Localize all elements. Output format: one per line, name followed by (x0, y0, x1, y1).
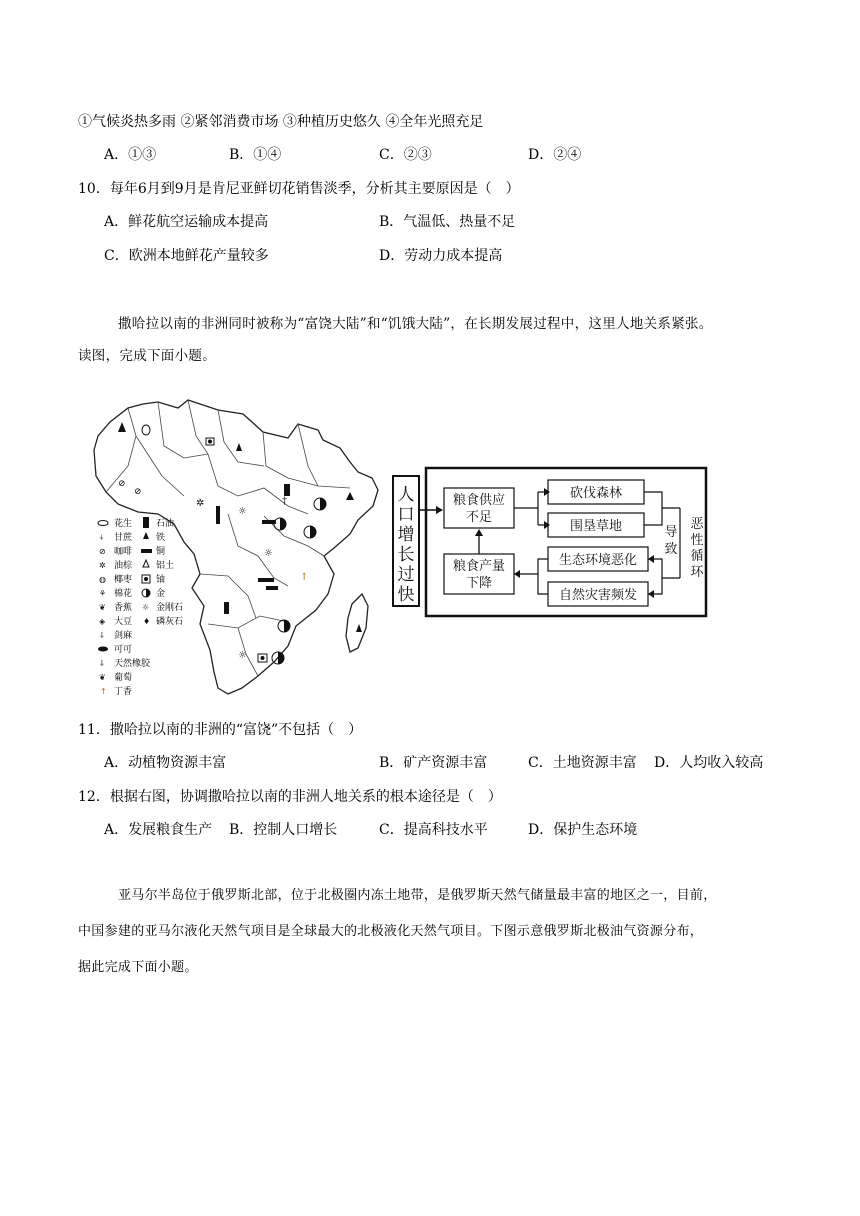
q9-statements: ①气候炎热多雨 ②紧邻消费市场 ③种植历史悠久 ④全年光照充足 (78, 114, 484, 130)
svg-text:⊘: ⊘ (99, 547, 106, 556)
svg-text:☼: ☼ (238, 506, 247, 517)
passage1-line2: 读图，完成下面小题。 (78, 348, 216, 364)
q11-option-c[interactable]: C．土地资源丰富 (528, 755, 637, 771)
q9-option-d[interactable]: D．②④ (528, 147, 582, 163)
svg-text:☼: ☼ (238, 650, 247, 661)
legend-item: 葡萄 (114, 673, 133, 683)
svg-text:⊘: ⊘ (134, 487, 142, 497)
q12-option-b[interactable]: B．控制人口增长 (229, 822, 338, 838)
lead-char: 导 (664, 525, 678, 540)
q10-option-a[interactable]: A．鲜花航空运输成本提高 (104, 214, 269, 230)
q11-option-d[interactable]: D．人均收入较高 (654, 755, 764, 771)
legend-item: 铁 (156, 533, 166, 543)
q12-option-c[interactable]: C．提高科技水平 (379, 822, 488, 838)
disaster-label: 自然灾害频发 (558, 588, 638, 603)
cut-forest-label: 砍伐森林 (569, 486, 623, 501)
legend-item: 丁香 (114, 687, 133, 697)
svg-text:⍭: ⍭ (99, 533, 104, 542)
q9-option-b[interactable]: B．①④ (229, 147, 282, 163)
eco-worse-label: 生态环境恶化 (558, 553, 638, 568)
legend-item: 大豆 (114, 617, 133, 627)
svg-text:†: † (282, 496, 287, 507)
q10-option-b[interactable]: B．气温低、热量不足 (379, 214, 516, 230)
legend-item: 椰枣 (114, 575, 133, 585)
legend-item: 香蕉 (114, 603, 133, 613)
legend-item: 铀 (156, 575, 166, 585)
food-supply-short-1: 粮食供应 (452, 493, 506, 508)
legend-item: 磷灰石 (156, 617, 184, 627)
svg-text:◍: ◍ (99, 575, 106, 584)
legend-item: 铝土 (156, 561, 175, 571)
q9-option-c[interactable]: C．②③ (379, 147, 432, 163)
legend-item: 咖啡 (114, 547, 133, 557)
q12-stem: 12．根据右图，协调撒哈拉以南的非洲人地关系的根本途径是（ ） (78, 789, 502, 805)
svg-text:◈: ◈ (99, 617, 106, 626)
svg-text:⸸: ⸸ (100, 659, 104, 668)
vicious-cycle-char: 恶 (690, 517, 704, 532)
q10-option-c[interactable]: C．欧洲本地鲜花产量较多 (104, 248, 269, 264)
legend-item: 甘蔗 (114, 533, 133, 543)
population-label-char: 快 (397, 585, 415, 605)
legend-item: 天然橡胶 (114, 659, 151, 669)
lead-char: 致 (664, 542, 678, 557)
africa-map (94, 400, 378, 694)
q11-stem: 11．撒哈拉以南的非洲的“富饶”不包括（ ） (78, 722, 363, 738)
vicious-cycle-char: 循 (690, 549, 704, 564)
svg-text:↑: ↑ (300, 572, 309, 583)
population-label-char: 人 (397, 485, 415, 505)
flow-diagram (393, 468, 706, 616)
map-legend (98, 517, 183, 697)
q10-option-d[interactable]: D．劳动力成本提高 (379, 248, 503, 264)
svg-text:❦: ❦ (99, 603, 106, 612)
q10-stem: 10．每年6月到9月是肯尼亚鲜切花销售淡季，分析其主要原因是（ ） (78, 181, 520, 197)
food-production-drop-1: 粮食产量 (452, 559, 506, 574)
passage1-line1: 撒哈拉以南的非洲同时被称为“富饶大陆”和“饥饿大陆”，在长期发展过程中，这里人地关系紧张。 (118, 316, 713, 332)
population-label-char: 口 (397, 505, 415, 525)
food-production-drop-2: 下降 (465, 576, 493, 591)
svg-text:↑: ↑ (100, 687, 107, 696)
svg-text:✲: ✲ (99, 561, 106, 570)
legend-item: 剑麻 (114, 631, 133, 641)
legend-item: 石油 (156, 519, 175, 529)
legend-item: 铜 (156, 547, 166, 557)
legend-item: 可可 (114, 645, 133, 655)
vicious-cycle-char: 环 (690, 565, 704, 580)
svg-text:♦: ♦ (143, 617, 151, 626)
legend-item: 花生 (114, 519, 133, 529)
q9-option-a[interactable]: A．①③ (104, 147, 157, 163)
africa-resources-figure (88, 396, 708, 698)
legend-item: 金 (156, 589, 166, 599)
svg-text:☼: ☼ (264, 548, 273, 559)
population-label-char: 过 (397, 565, 415, 585)
svg-text:⚘: ⚘ (99, 589, 107, 598)
q11-option-a[interactable]: A．动植物资源丰富 (104, 755, 227, 771)
population-label-char: 增 (397, 525, 415, 545)
svg-text:✲: ✲ (196, 498, 205, 509)
legend-item: 油棕 (114, 561, 133, 571)
svg-text:❦: ❦ (99, 673, 106, 682)
legend-item: 金刚石 (156, 603, 184, 613)
vicious-cycle-char: 性 (690, 533, 704, 548)
passage2-line3: 据此完成下面小题。 (78, 960, 198, 975)
food-supply-short-2: 不足 (465, 510, 493, 525)
legend-item: 棉花 (114, 589, 133, 599)
q12-option-d[interactable]: D．保护生态环境 (528, 822, 638, 838)
svg-text:⸸: ⸸ (100, 631, 104, 640)
q12-option-a[interactable]: A．发展粮食生产 (104, 822, 213, 838)
svg-text:⊘: ⊘ (118, 479, 126, 489)
population-label-char: 长 (397, 545, 415, 565)
passage2-line2: 中国参建的亚马尔液化天然气项目是全球最大的北极液化天然气项目。下图示意俄罗斯北极油气资源分布， (78, 924, 704, 939)
svg-text:☼: ☼ (142, 603, 150, 612)
q11-option-b[interactable]: B．矿产资源丰富 (379, 755, 488, 771)
passage2-line1: 亚马尔半岛位于俄罗斯北部，位于北极圈内冻土地带，是俄罗斯天然气储量最丰富的地区之一，目前， (118, 888, 717, 903)
reclaim-grassland-label: 围垦草地 (569, 519, 623, 534)
